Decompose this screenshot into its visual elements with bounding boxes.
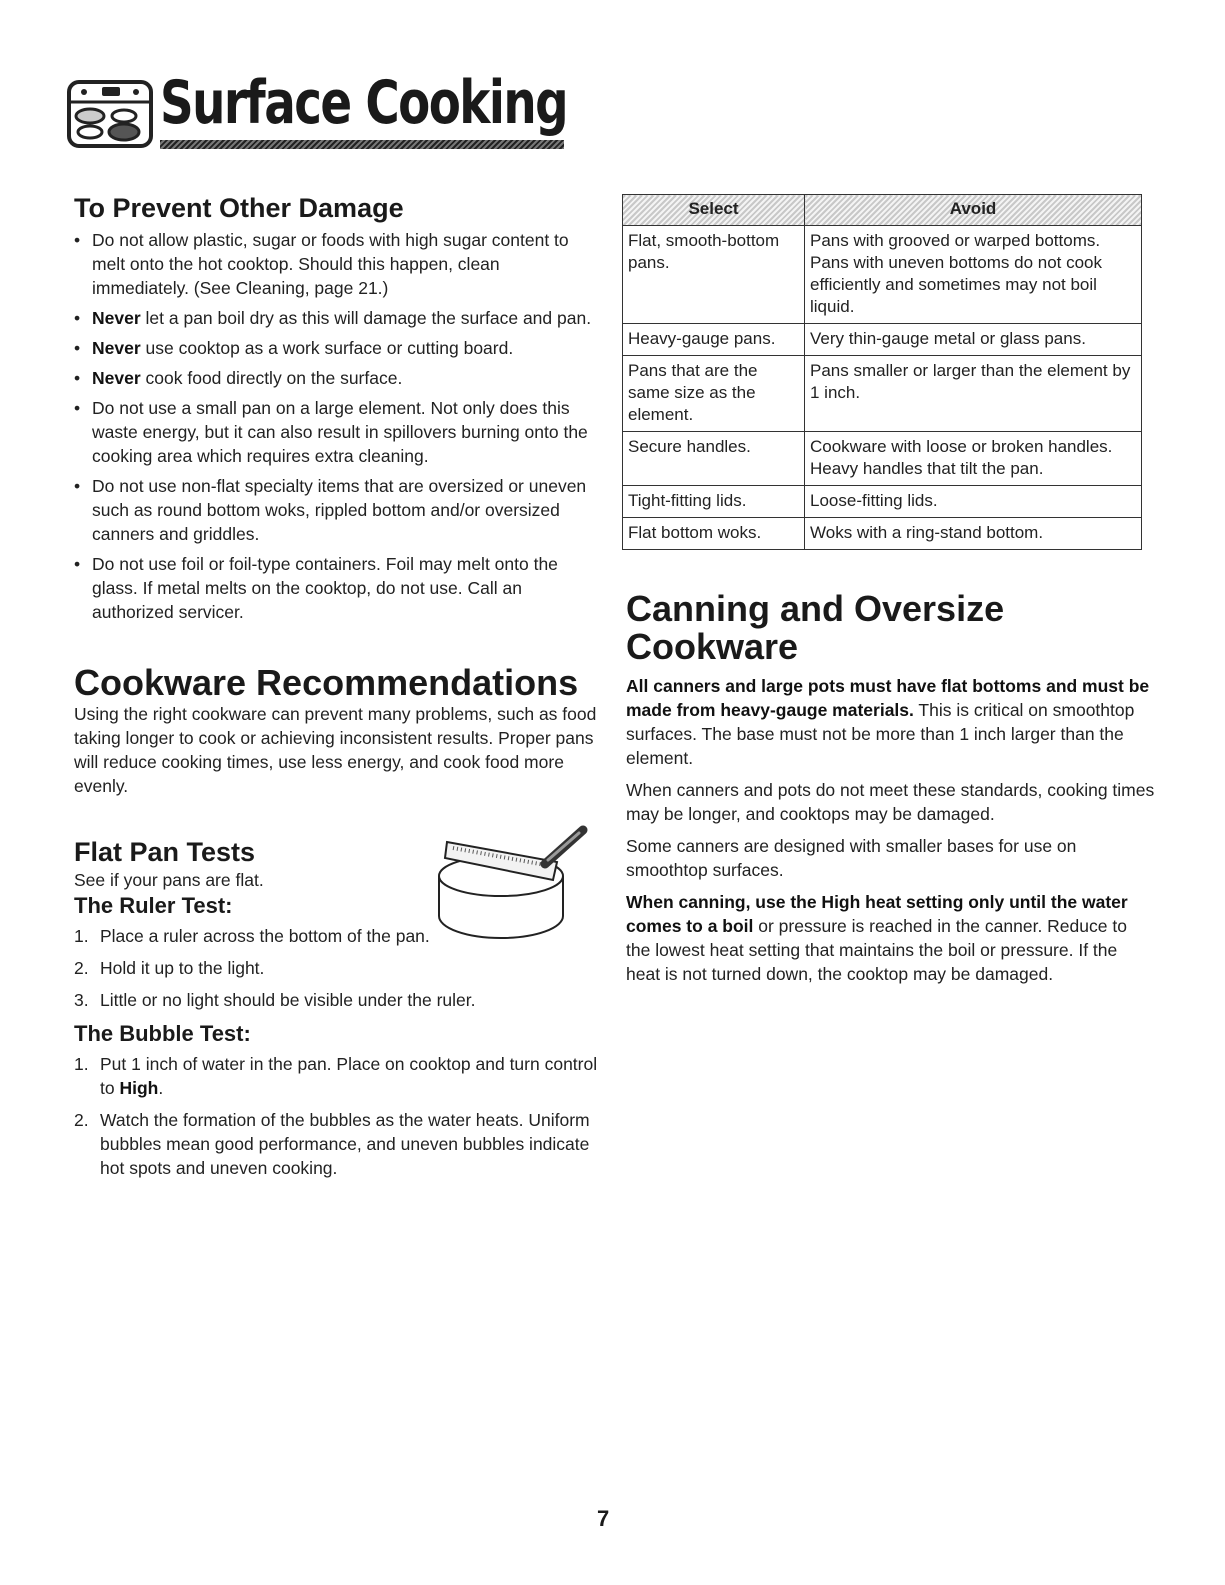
table-row xyxy=(623,518,1142,550)
table-header-row xyxy=(623,195,1142,226)
list-item: 2. Hold it up to the light. xyxy=(74,958,265,978)
list-item: • Do not use foil or foil-type containers. Foil may melt onto the glass. If metal melts on the cooktop, do not use. Call an authorized servicer. xyxy=(74,552,599,624)
ruler-test-steps xyxy=(74,924,599,1012)
prevent-damage-list xyxy=(74,228,599,624)
list-item: 3. Little or no light should be visible under the ruler. xyxy=(74,990,476,1010)
list-item: • Never use cooktop as a work surface or cutting board. xyxy=(74,336,599,360)
avoid-cell: Loose-fitting lids. xyxy=(805,486,1142,518)
column-header-select: Select xyxy=(623,195,805,226)
select-cell: Pans that are the same size as the element. xyxy=(623,356,805,432)
select-cell: Heavy-gauge pans. xyxy=(623,324,805,356)
cookware-recommendations-section xyxy=(74,664,599,798)
list-item: 1. Place a ruler across the bottom of the pan. xyxy=(74,926,430,946)
cookware-title: Cookware Recommendations xyxy=(74,662,579,703)
select-cell: Flat bottom woks. xyxy=(623,518,805,550)
list-item: • Do not allow plastic, sugar or foods with high sugar content to melt onto the hot cooktop. Should this happen, clean immediately. (See Cleaning, page 21.) xyxy=(74,228,599,300)
select-cell: Flat, smooth-bottom pans. xyxy=(623,226,805,324)
table-row xyxy=(623,432,1142,486)
page-title: Surface Cooking xyxy=(160,68,568,138)
cooktop-icon xyxy=(66,76,156,150)
canning-paragraph: Some canners are designed with smaller bases for use on smoothtop surfaces. xyxy=(626,836,1077,880)
list-item: 1. Put 1 inch of water in the pan. Place on cooktop and turn control to High. xyxy=(74,1054,598,1098)
bubble-test-steps xyxy=(74,1052,599,1180)
flat-pan-tests-section xyxy=(74,836,599,1180)
avoid-cell: Pans with grooved or warped bottoms. Pans with uneven bottoms do not cook efficiently and sometimes may not boil liquid. xyxy=(805,226,1142,324)
canning-paragraph: When canning, use the High heat setting only until the water comes to a boil or pressure is reached in the canner. Reduce to the lowest heat setting that maintains the boil or pressure. If the heat is not turned down, the cooktop may be damaged. xyxy=(626,892,1128,984)
avoid-cell: Woks with a ring-stand bottom. xyxy=(805,518,1142,550)
page-header xyxy=(66,68,568,150)
table-row xyxy=(623,226,1142,324)
avoid-cell: Cookware with loose or broken handles. Heavy handles that tilt the pan. xyxy=(805,432,1142,486)
list-item: • Do not use non-flat specialty items that are oversized or uneven such as round bottom woks, rippled bottom and/or oversized canners and griddles. xyxy=(74,474,599,546)
canning-paragraph: When canners and pots do not meet these standards, cooking times may be longer, and cooktops may be damaged. xyxy=(626,780,1155,824)
select-cell: Tight-fitting lids. xyxy=(623,486,805,518)
prevent-damage-section xyxy=(74,192,599,624)
table-row xyxy=(623,324,1142,356)
list-item: • Do not use a small pan on a large element. Not only does this waste energy, but it can also result in spillovers burning onto the cooking area which requires extra cleaning. xyxy=(74,396,599,468)
cookware-body: Using the right cookware can prevent many problems, such as food taking longer to cook or achieving inconsistent results. Proper pans will reduce cooking times, use less energy, and cook food more evenly. xyxy=(74,704,597,796)
avoid-cell: Pans smaller or larger than the element by 1 inch. xyxy=(805,356,1142,432)
flat-pan-intro: See if your pans are flat. xyxy=(74,870,264,890)
canning-section xyxy=(626,590,1156,986)
canning-paragraph: All canners and large pots must have flat bottoms and must be made from heavy-gauge materials. This is critical on smoothtop surfaces. The base must not be more than 1 inch larger than the element. xyxy=(626,676,1150,768)
canning-title: Canning and Oversize Cookware xyxy=(626,588,1005,667)
column-header-avoid: Avoid xyxy=(805,195,1142,226)
list-item: • Never cook food directly on the surface. xyxy=(74,366,599,390)
ruler-test-title: The Ruler Test: xyxy=(74,893,233,918)
list-item: 2. Watch the formation of the bubbles as the water heats. Uniform bubbles mean good performance, and uneven bubbles indicate hot spots and uneven cooking. xyxy=(74,1110,590,1178)
page-number: 7 xyxy=(597,1506,610,1531)
table-row xyxy=(623,356,1142,432)
avoid-cell: Very thin-gauge metal or glass pans. xyxy=(805,324,1142,356)
select-cell: Secure handles. xyxy=(623,432,805,486)
bubble-test-title: The Bubble Test: xyxy=(74,1021,251,1046)
title-underline xyxy=(160,140,564,149)
prevent-damage-title: To Prevent Other Damage xyxy=(74,193,404,223)
cookware-table xyxy=(622,194,1142,550)
flat-pan-title: Flat Pan Tests xyxy=(74,837,256,867)
table-row xyxy=(623,486,1142,518)
left-column xyxy=(74,192,599,1188)
list-item: • Never let a pan boil dry as this will damage the surface and pan. xyxy=(74,306,599,330)
